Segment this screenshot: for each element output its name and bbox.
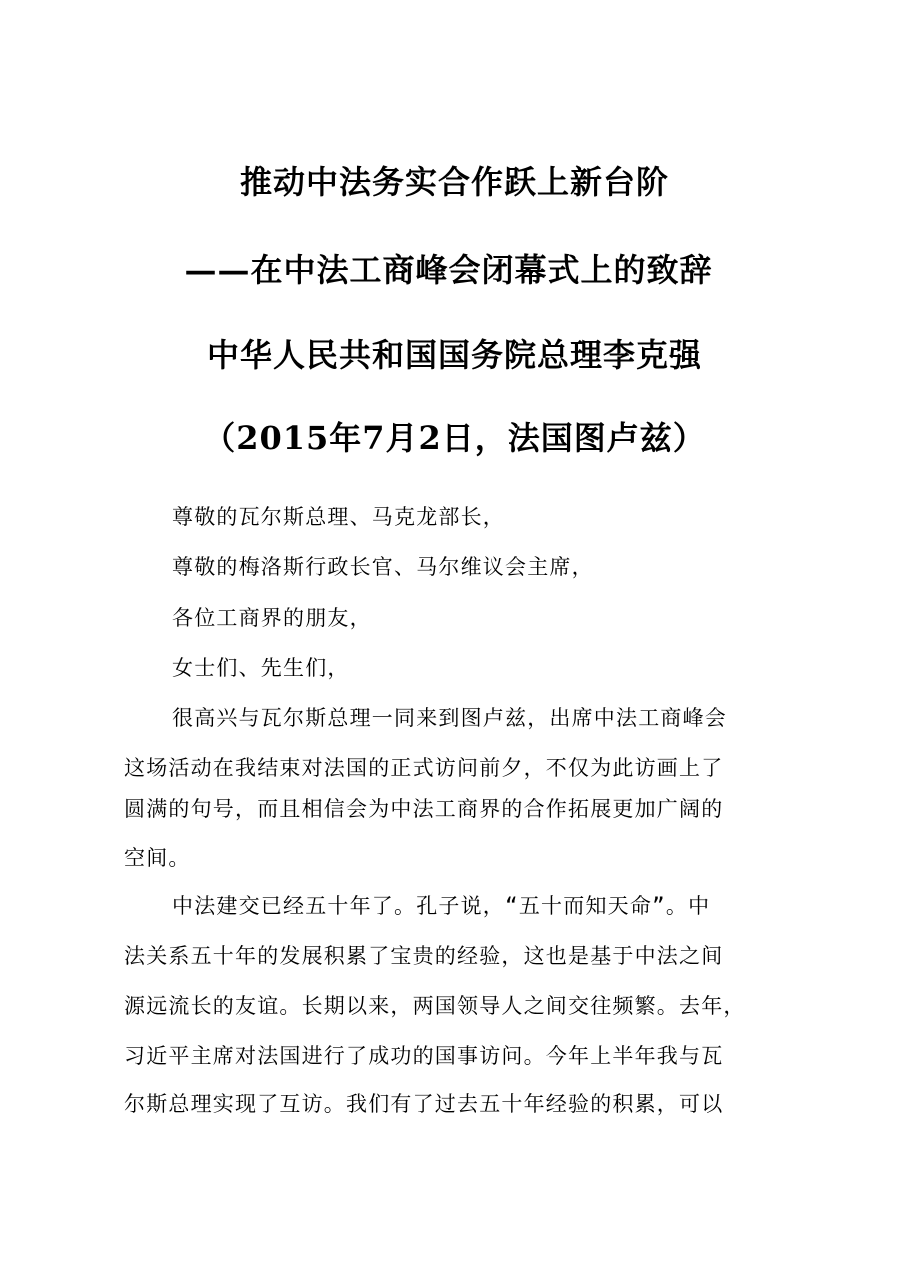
paragraph-line: 源远流长的友谊。长期以来，两国领导人之间交往频繁。去年， (124, 994, 746, 1018)
paragraph-line: 很高兴与瓦尔斯总理一同来到图卢兹，出席中法工商峰会 (172, 706, 727, 730)
paragraph-line: 空间。 (124, 846, 191, 870)
paragraph-line: 中法建交已经五十年了。孔子说，“五十而知天命”。中 (172, 894, 711, 918)
document-title: 推动中法务实合作跃上新台阶 (239, 163, 669, 201)
document-subtitle: ——在中法工商峰会闭幕式上的致辞 (184, 251, 713, 289)
paragraph-line: 圆满的句号，而且相信会为中法工商界的合作拓展更加广阔的 (124, 797, 724, 821)
paragraph-line: 尔斯总理实现了互访。我们有了过去五十年经验的积累，可以 (124, 1092, 724, 1116)
paragraph-line: 这场活动在我结束对法国的正式访问前夕，不仅为此访画上了 (124, 756, 724, 780)
paragraph-line: 法关系五十年的发展积累了宝贵的经验，这也是基于中法之间 (124, 944, 724, 968)
date-place-line: （2015年7月2日，法国图卢兹） (203, 419, 706, 457)
salutation-line: 女士们、先生们， (172, 656, 350, 680)
speaker-line: 中华人民共和国国务院总理李克强 (206, 336, 702, 374)
salutation-line: 尊敬的瓦尔斯总理、马克龙部长， (172, 505, 505, 529)
paragraph-line: 习近平主席对法国进行了成功的国事访问。今年上半年我与瓦 (124, 1044, 724, 1068)
salutation-line: 各位工商界的朋友， (172, 606, 372, 630)
salutation-line: 尊敬的梅洛斯行政长官、马尔维议会主席， (172, 555, 594, 579)
